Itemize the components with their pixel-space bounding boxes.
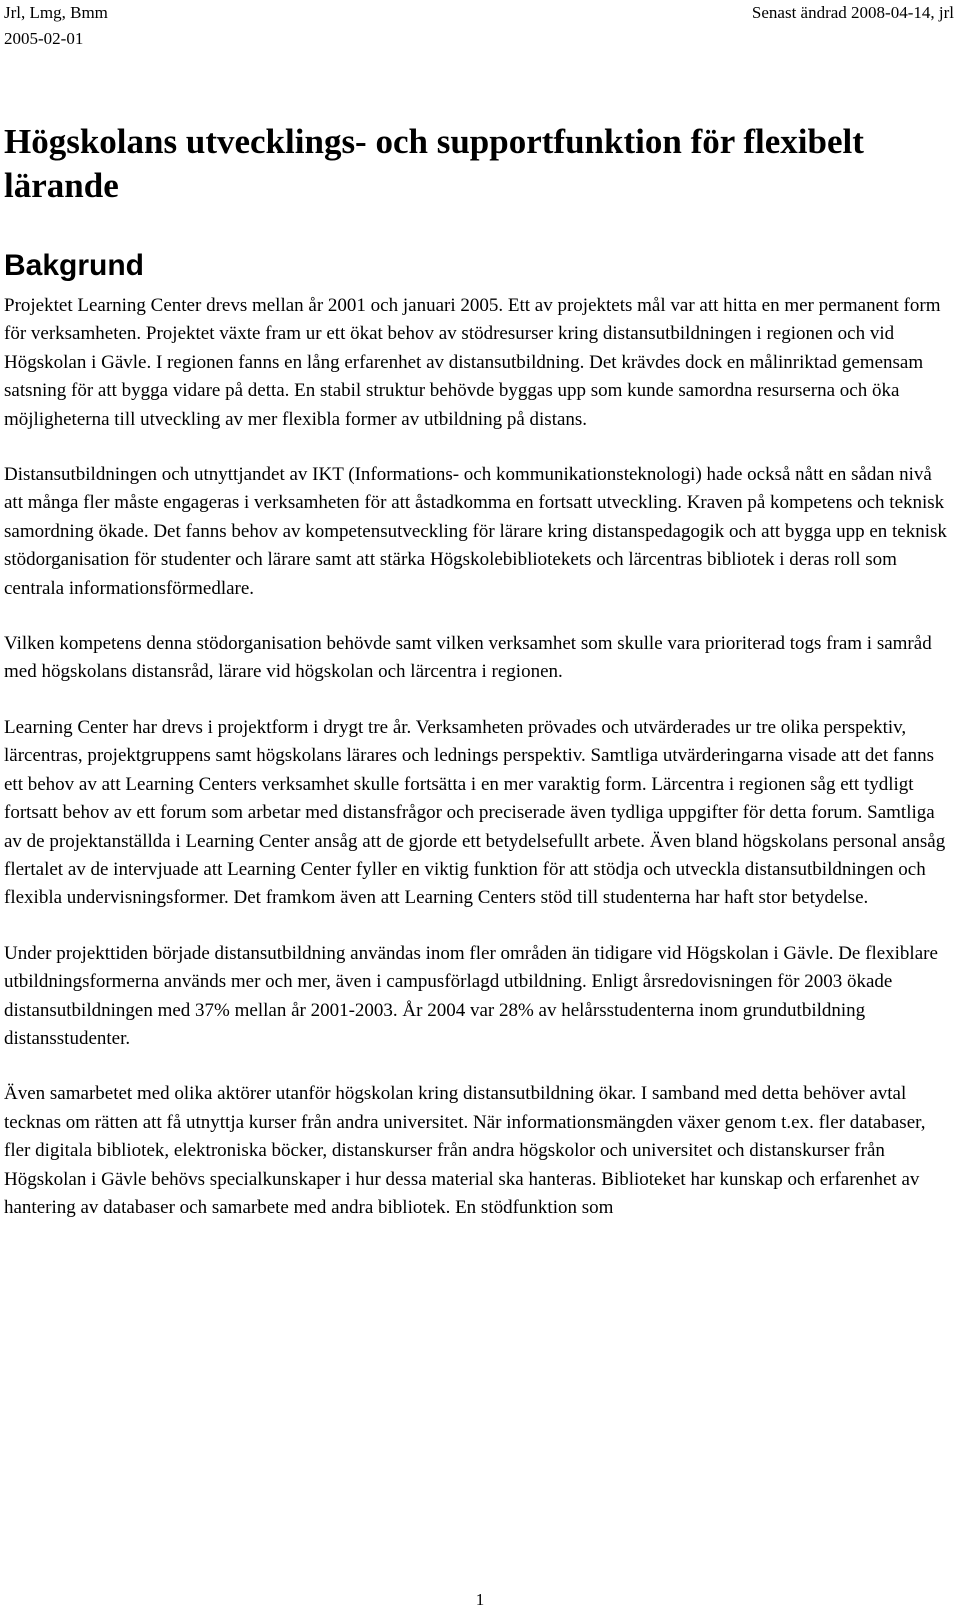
document-body	[4, 120, 954, 1249]
last-modified: Senast ändrad 2008-04-14, jrl	[751, 3, 954, 22]
document-title: Högskolans utvecklings- och supportfunktion för flexibelt lärande	[4, 122, 864, 205]
header-left	[4, 0, 108, 52]
paragraph-2: Distansutbildningen och utnyttjandet av IKT (Informations- och kommunikationsteknologi) hade också nått en sådan nivå att många fler måste engageras i verksamheten för att åstadkomma en fortsatt utveckling. Kraven på kompetens och teknisk samordning ökade. Det fanns behov av kompetensutveckling för lärare kring distanspedagogik och att bygga upp en teknisk stödorganisation för studenter och lärare samt att stärka Högskolebibliotekets och lärcentras bibliotek i deras roll som centrala informationsförmedlare.	[4, 464, 947, 599]
paragraph-5: Under projekttiden började distansutbildning användas inom fler områden än tidigare vid Högskolan i Gävle. De flexiblare utbildningsformerna används mer och mer, även i campusförlagd utbildning. Enligt årsredovisningen för 2003 ökade distansutbildningen med 37% mellan år 2001-2003. År 2004 var 28% av helårsstudenterna inom grundutbildning distansstudenter.	[4, 942, 938, 1049]
document-date: 2005-02-01	[4, 29, 84, 48]
author-initials: Jrl, Lmg, Bmm	[4, 3, 108, 22]
header-right	[752, 0, 954, 26]
paragraph-3: Vilken kompetens denna stödorganisation behövde samt vilken verksamhet som skulle vara prioriterad togs fram i samråd med högskolans distansråd, lärare vid högskolan och lärcentra i regionen.	[4, 633, 932, 683]
page-number: 1	[475, 1590, 485, 1609]
page-header	[0, 0, 960, 52]
paragraph-1: Projektet Learning Center drevs mellan år 2001 och januari 2005. Ett av projektets mål var att hitta en mer permanent form för verksamheten. Projektet växte fram ur ett ökat behov av stödresurser kring distansutbildningen i regionen och vid Högskolan i Gävle. I regionen fanns en lång erfarenhet av distansutbildning. Det krävdes dock en målinriktad gemensam satsning för att bygga vidare på detta. En stabil struktur behövde byggas upp som kunde samordna resurserna och öka möjligheterna till utveckling av mer flexibla former av utbildning på distans.	[4, 295, 941, 430]
paragraph-4: Learning Center har drevs i projektform i drygt tre år. Verksamheten prövades och utvärderades ur tre olika perspektiv, lärcentras, projektgruppens samt högskolans lärares och lednings perspektiv. Samtliga utvärderingarna visade att det fanns ett behov av att Learning Centers verksamhet skulle fortsätta i en mer varaktig form. Lärcentra i regionen såg ett tydligt fortsatt behov av ett forum som arbetar med distansfrågor och preciserade även tydliga uppgifter för detta forum. Samtliga av de projektanställda i Learning Center ansåg att de gjorde ett betydelsefullt arbete. Även bland högskolans personal ansåg flertalet av de intervjuade att Learning Center fyller en viktig funktion för att stödja och utveckla distansutbildningen och flexibla undervisningsformer. Det framkom även att Learning Centers stöd till studenterna har haft stor betydelse.	[4, 716, 946, 909]
section-heading: Bakgrund	[4, 249, 145, 282]
paragraph-6: Även samarbetet med olika aktörer utanför högskolan kring distansutbildning ökar. I samband med detta behöver avtal tecknas om rätten att få utnyttja kurser från andra universitet. När informationsmängden växer genom t.ex. fler databaser, fler digitala bibliotek, elektroniska böcker, distanskurser från andra högskolor och universitet och distanskurser från Högskolan i Gävle behövs specialkunskaper i hur dessa material ska hanteras. Biblioteket har kunskap och erfarenhet av hantering av databaser och samarbete med andra bibliotek. En stödfunktion som	[4, 1083, 926, 1218]
